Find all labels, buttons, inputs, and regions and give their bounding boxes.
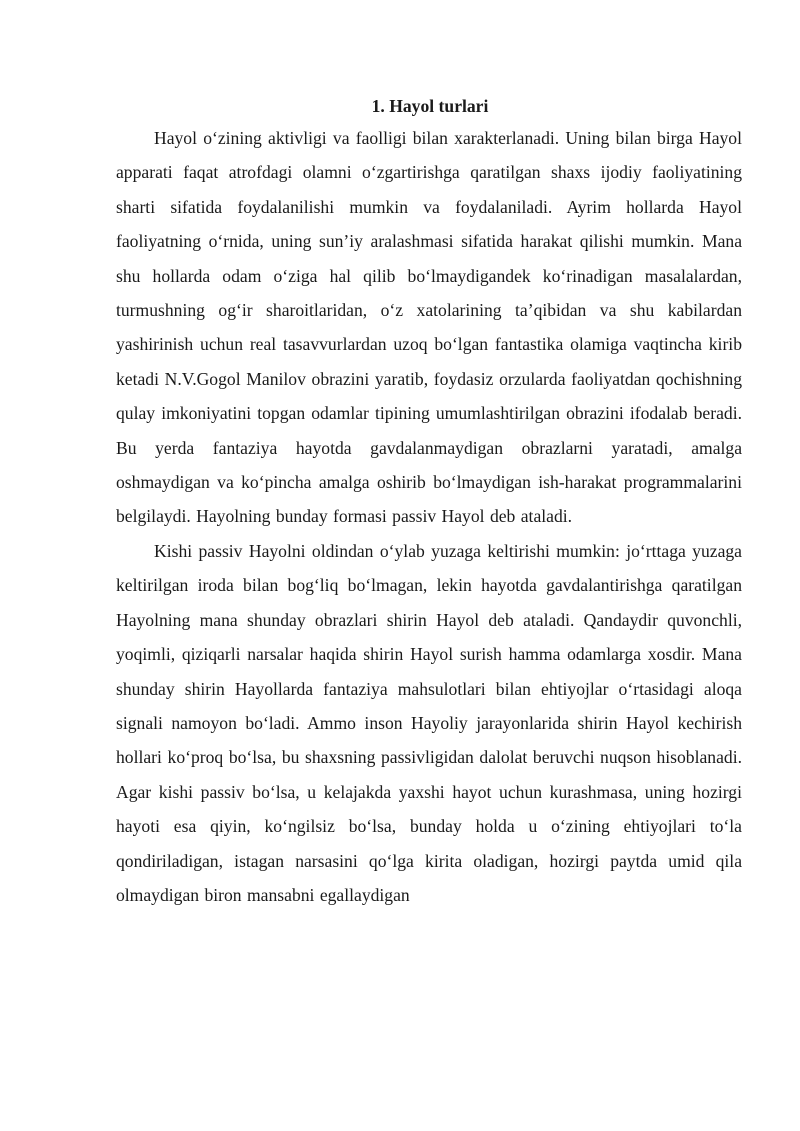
paragraph-2: Kishi passiv Hayolni oldindan o‘ylab yuzaga keltirishi mumkin: jo‘rttaga yuzaga keltirilgan iroda bilan bog‘liq bo‘lmagan, lekin hayotda gavdalantirishga qaratilgan Hayolning mana shunday obrazlari shirin Hayol deb ataladi. Qandaydir quvonchli, yoqimli, qiziqarli narsalar haqida shirin Hayol surish hamma odamlarga xosdir. Mana shunday shirin Hayollarda fantaziya mahsulotlari bilan ehtiyojlar o‘rtasidagi aloqa signali namoyon bo‘ladi. Ammo inson Hayoliy jarayonlarida shirin Hayol kechirish hollari ko‘proq bo‘lsa, bu shaxsning passivligidan dalolat beruvchi nuqson hisoblanadi. Agar kishi passiv bo‘lsa, u kelajakda yaxshi hayot uchun kurashmasa, uning hozirgi hayoti esa qiyin, ko‘ngilsiz bo‘lsa, bunday holda u o‘zining ehtiyojlari to‘la qondiriladigan, istagan narsasini qo‘lga kirita oladigan, hozirgi paytda umid qila olmaydigan biron mansabni egallaydigan [116, 540, 742, 905]
section-heading: 1. Hayol turlari [371, 96, 489, 116]
paragraph-1: Hayol o‘zining aktivligi va faolligi bilan xarakterlanadi. Uning bilan birga Hayol apparati faqat atrofdagi olamni o‘zgartirishga qaratilgan shaxs ijodiy faoliyatining sharti sifatida foydalanilishi mumkin va foydalaniladi. Ayrim hollarda Hayol faoliyatning o‘rnida, uning sun’iy aralashmasi sifatida harakat qilishi mumkin. Mana shu hollarda odam o‘ziga hal qilib bo‘lmaydigandek ko‘rinadigan masalalardan, turmushning og‘ir sharoitlaridan, o‘z xatolarining ta’qibidan va shu kabilardan yashirinish uchun real tasavvurlardan uzoq bo‘lgan fantastika olamiga vaqtincha kirib ketadi N.V.Gogol Manilov obrazini yaratib, foydasiz orzularda faoliyatdan qochishning qulay imkoniyatini topgan odamlar tipining umumlashtirilgan obrazini ifodalab beradi. Bu yerda fantaziya hayotda gavdalanmaydigan obrazlarni yaratadi, amalga oshmaydigan va ko‘pincha amalga oshirib bo‘lmaydigan ish-harakat programmalarini belgilaydi. Hayolning bunday formasi passiv Hayol deb ataladi. [116, 128, 742, 527]
document-page [116, 93, 742, 912]
